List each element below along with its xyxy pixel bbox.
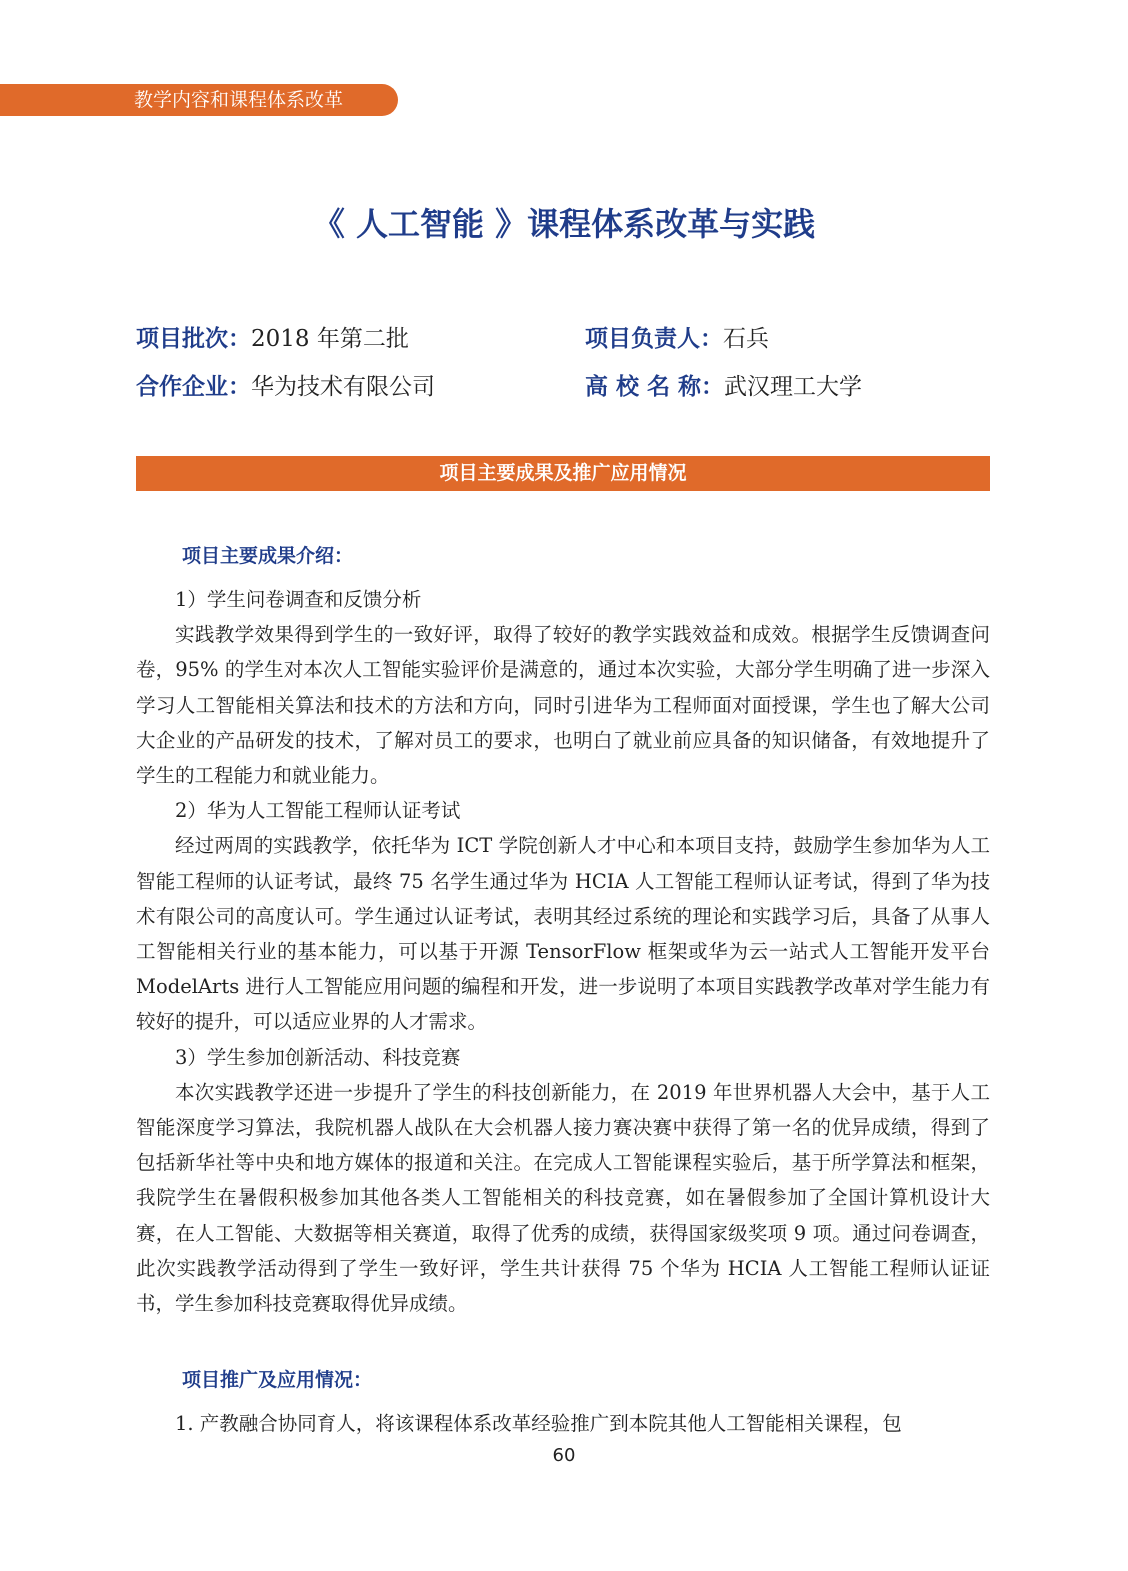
page-title: 《 人工智能 》课程体系改革与实践 bbox=[312, 205, 816, 243]
meta-company-label: 合作企业： bbox=[136, 374, 251, 400]
promotion-first-line: 1. 产教融合协同育人，将该课程体系改革经验推广到本院其他人工智能相关课程，包 bbox=[175, 1412, 902, 1435]
meta-school-label: 高 校 名 称： bbox=[585, 374, 725, 400]
achievements-heading: 项目主要成果介绍： bbox=[182, 545, 354, 567]
item-heading-1: 1）学生问卷调查和反馈分析 bbox=[175, 588, 422, 611]
achievements-body bbox=[136, 582, 990, 1321]
meta-leader-value: 石兵 bbox=[723, 326, 769, 352]
item-heading-2: 2）华为人工智能工程师认证考试 bbox=[175, 799, 461, 823]
meta-leader-label: 项目负责人： bbox=[585, 326, 723, 352]
paragraph-1: 实践教学效果得到学生的一致好评，取得了较好的教学实践效益和成效。根据学生反馈调查问卷，95% 的学生对本次人工智能实验评价是满意的，通过本次实验，大部分学生明确了进一步深入学习人工智能相关算法和技术的方法和方向，同时引进华为工程师面对面授课，学生也了解大公司大企业的产品研发的技术，了解对员工的要求，也明白了就业前应具备的知识储备，有效地提升了学生的工程能力和就业能力。 bbox=[136, 623, 990, 788]
section-bar: 项目主要成果及推广应用情况 bbox=[136, 456, 990, 491]
meta-batch bbox=[136, 324, 409, 354]
item-heading-3: 3）学生参加创新活动、科技竞赛 bbox=[175, 1045, 461, 1069]
paragraph-3: 本次实践教学还进一步提升了学生的科技创新能力，在 2019 年世界机器人大会中，基于人工智能深度学习算法，我院机器人战队在大会机器人接力赛决赛中获得了第一名的优异成绩，得到了包括新华社等中央和地方媒体的报道和关注。在完成人工智能课程实验后，基于所学算法和框架，我院学生在暑假积极参加其他各类人工智能相关的科技竞赛，如在暑假参加了全国计算机设计大赛，在人工智能、大数据等相关赛道，取得了优秀的成绩，获得国家级奖项 9 项。通过问卷调查，此次实践教学活动得到了学生一致好评，学生共计获得 75 个华为 HCIA 人工智能工程师认证证书，学生参加科技竞赛取得优异成绩。 bbox=[136, 1080, 990, 1316]
meta-leader bbox=[585, 324, 769, 354]
meta-company bbox=[136, 372, 435, 402]
meta-company-value: 华为技术有限公司 bbox=[251, 374, 435, 400]
meta-school-value: 武汉理工大学 bbox=[724, 374, 863, 400]
meta-school bbox=[585, 372, 862, 402]
meta-batch-value: 2018 年第二批 bbox=[251, 326, 409, 352]
promotion-heading: 项目推广及应用情况： bbox=[182, 1369, 373, 1391]
page-number: 60 bbox=[552, 1445, 576, 1466]
header-tab-label: 教学内容和课程体系改革 bbox=[134, 89, 344, 111]
meta-batch-label: 项目批次： bbox=[136, 326, 251, 352]
paragraph-2: 经过两周的实践教学，依托华为 ICT 学院创新人才中心和本项目支持，鼓励学生参加华为人工智能工程师的认证考试，最终 75 名学生通过华为 HCIA 人工智能工程师认证考试，得到了华为技术有限公司的高度认可。学生通过认证考试，表明其经过系统的理论和实践学习后，具备了从事人工智能相关行业的基本能力，可以基于开源 TensorFlow 框架或华为云一站式人工智能开发平台 ModelArts 进行人工智能应用问题的编程和开发，进一步说明了本项目实践教学改革对学生能力有较好的提升，可以适应业界的人才需求。 bbox=[136, 834, 990, 1034]
header-tab bbox=[0, 84, 398, 116]
